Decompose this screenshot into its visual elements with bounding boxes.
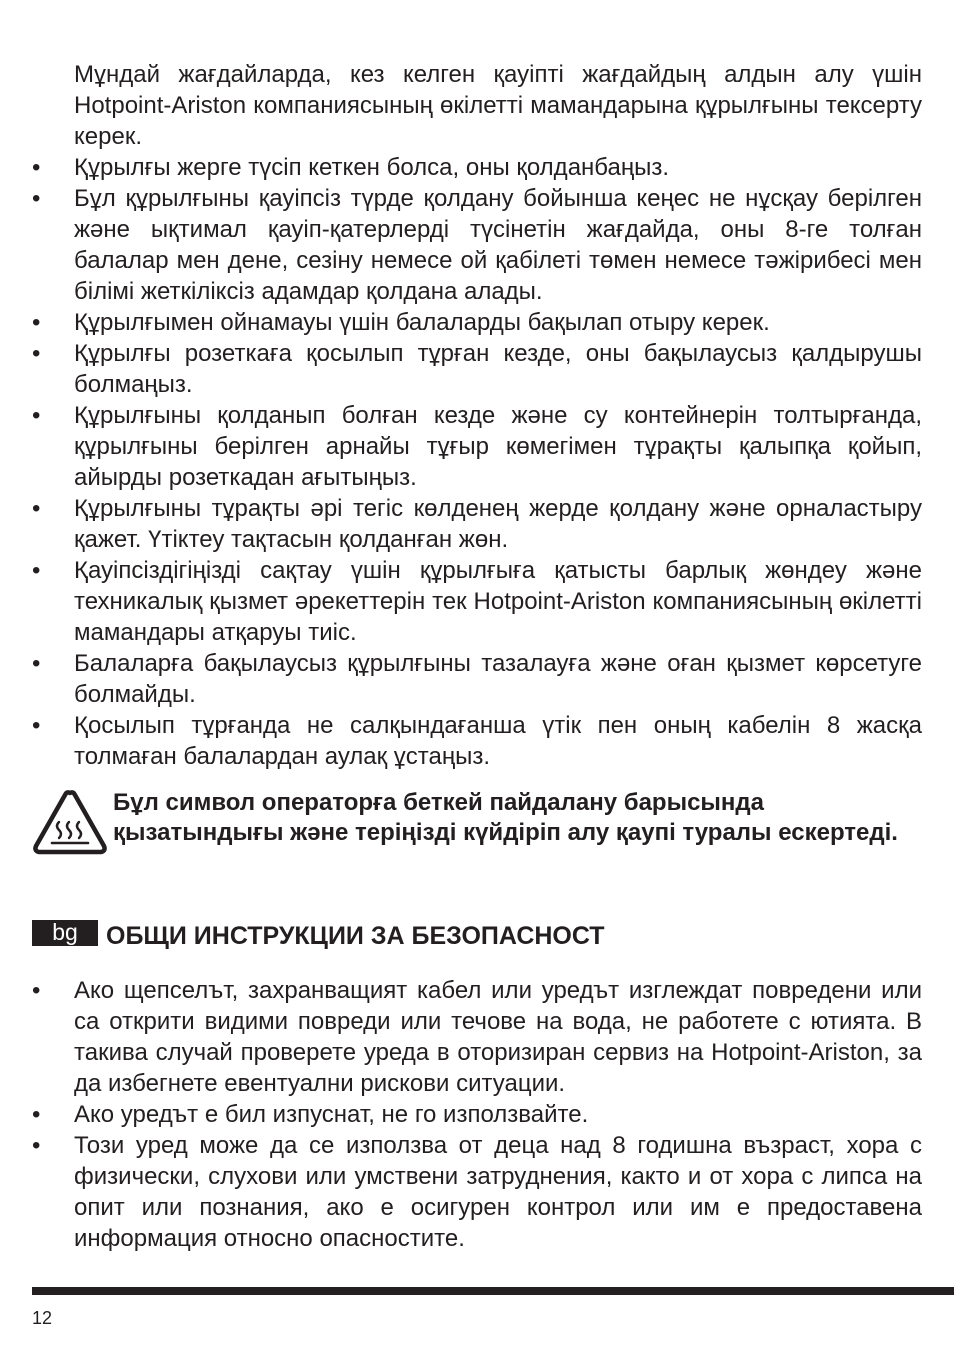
list-item [0, 710, 922, 772]
list-item-text: Құрылғыны тұрақты әрі тегіс көлденең жерде қолдану және орналастыру қажет. Үтіктеу тақтасын қолданған жөн. [74, 495, 922, 553]
list-item [0, 183, 922, 307]
bullet: • [32, 557, 41, 584]
list-item-text: Құрылғымен ойнамауы үшін балаларды бақылап отыру керек. [74, 309, 770, 336]
kk-intro-paragraph: Мұндай жағдайларда, кез келген қауіпті жағдайдың алдын алу үшін Hotpoint-Ariston компаниясының өкілетті мамандарына құрылғыны тексерту керек. [74, 61, 922, 150]
list-item-text: Този уред може да се използва от деца над 8 годишна възраст, хора с физически, слухови или умствени затруднения, както и от хора с липса на опит или познания, ако е осигурен контрол или им е предоставена информация относно опасностите. [74, 1132, 922, 1252]
list-item [0, 975, 922, 1099]
list-item-text: Қауіпсіздігіңізді сақтау үшін құрылғыға қатысты барлық жөндеу және техникалық қызмет әрекеттерін тек Hotpoint-Ariston компаниясының өкілетті мамандары атқаруы тиіс. [74, 557, 922, 646]
list-item-text: Құрылғы жерге түсіп кеткен болса, оны қолданбаңыз. [74, 154, 670, 181]
bullet: • [32, 154, 41, 181]
list-item-text: Құрылғыны қолданып болған кезде және су контейнерін толтырғанда, құрылғыны берілген арнайы тұғыр көмегімен тұрақты қалыпқа қойып, айырды розеткадан ағытыңыз. [74, 402, 922, 491]
list-item [0, 493, 922, 555]
hot-surface-warning [32, 788, 922, 884]
bullet: • [32, 340, 41, 367]
bullet: • [32, 650, 41, 677]
list-item [0, 1099, 922, 1130]
list-item [0, 400, 922, 493]
bullet: • [32, 309, 41, 336]
page-number: 12 [32, 1308, 53, 1328]
list-item [0, 555, 922, 648]
kk-safety-list [0, 152, 954, 772]
warning-text: Бұл символ операторға беткей пайдалану барысында қызатындығы және теріңізді күйдіріп алу қаупі туралы ескертеді. [113, 789, 898, 846]
bullet: • [32, 712, 41, 739]
bg-safety-list [0, 975, 954, 1254]
bullet: • [32, 1132, 41, 1159]
list-item [0, 152, 922, 183]
list-item [0, 648, 922, 710]
list-item [0, 307, 922, 338]
list-item-text: Бұл құрылғыны қауіпсіз түрде қолдану бойынша кеңес не нұсқау берілген және ықтимал қауіп-қатерлерді түсінетін жағдайда, оны 8-ге толған балалар мен дене, сезіну немесе ой қабілеті төмен немесе тәжірибесі мен білімі жеткіліксіз адамдар қолдана алады. [74, 185, 922, 305]
bullet: • [32, 185, 41, 212]
list-item-text: Қосылып тұрғанда не салқындағанша үтік пен оның кабелін 8 жасқа толмаған балалардан аулақ ұстаңыз. [74, 712, 922, 770]
section-title: ОБЩИ ИНСТРУКЦИИ ЗА БЕЗОПАСНОСТ [106, 922, 605, 950]
list-item-text: Ако щепселът, захранващият кабел или уредът изглеждат повредени или са открити видими повреди или течове на вода, не работете с ютията. В такива случай проверете уреда в оторизиран сервиз на Hotpoint-Ariston, за да избегнете евентуални рискови ситуации. [74, 977, 922, 1097]
list-item-text: Ако уредът е бил изпуснат, не го използвайте. [74, 1101, 589, 1128]
list-item [0, 338, 922, 400]
list-item-text: Балаларға бақылаусыз құрылғыны тазалауға және оған қызмет көрсетуге болмайды. [74, 650, 922, 708]
list-item [0, 1130, 922, 1254]
bullet: • [32, 977, 41, 1004]
language-badge: bg [32, 920, 98, 946]
list-item-text: Құрылғы розеткаға қосылып тұрған кезде, оны бақылаусыз қалдырушы болмаңыз. [74, 340, 922, 398]
bullet: • [32, 1101, 41, 1128]
bullet: • [32, 402, 41, 429]
bg-section-heading [32, 918, 912, 958]
footer-divider [32, 1287, 954, 1295]
hot-surface-warning-icon [32, 788, 108, 858]
bullet: • [32, 495, 41, 522]
